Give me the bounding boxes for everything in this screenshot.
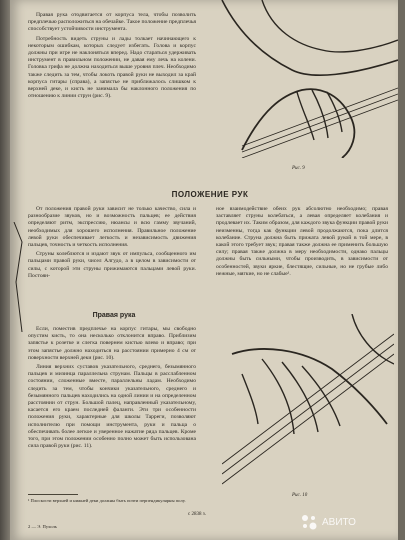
text-column-bottom (28, 326, 196, 452)
figure-10-caption: Рис. 10 (292, 493, 308, 498)
signature-mark: 2 — Э. Пухоль (28, 524, 57, 529)
figure-10-illustration (222, 314, 394, 490)
paragraph: Правая рука отодвигается от корпуса тела, чтобы позволить предплечью расположиться на обечайке. Такое положение предплечья способствует устойчивости инструмента. (28, 12, 196, 33)
paragraph: ное взаимодействие обеих рук абсолютно необходимо; правая заставляет струны колебаться, а левая определяет колебания и продлевает их. Таким образом, для каждого звука функции правой руки неизменны, тогда как функции левой продолжаются, пока длится колебание. Струна должна быть прижата левой рукой в той мере, в какой этого требует звук; правая также должна ее применить большую силу; правая также должна в меру необходимости, однако пальцы должны быть сильными, чтобы производить, в зависимости от особенностей, звуки яркие, блестящие, сильные, но не грубые либо нежные, мягкие, но не слабые¹. (216, 206, 388, 277)
avito-watermark (300, 512, 396, 532)
paragraph: Струны колеблются и издают звук от импульса, сообщенного им пальцами правой руки, чисел Алгудо, а в целом в зависимости от силы, с которой эти струны прижимаются пальцами левой руки. Постоян- (28, 251, 196, 279)
footnote-divider (28, 494, 78, 495)
text-column-top (28, 12, 196, 102)
avito-logo-icon (300, 513, 318, 531)
book-page (10, 0, 398, 540)
adjacent-page-fragment (12, 222, 24, 332)
print-code: с 2838 з. (188, 512, 206, 517)
section-title: ПОЛОЖЕНИЕ РУК (171, 190, 249, 199)
figure-9-illustration (202, 0, 398, 158)
text-column-middle-right (216, 206, 388, 280)
paragraph: От положения правой руки зависит не только качество, сила и разнообразие звуков, но и возможность пальцев; ее действия определяют ритм, экспрессию, нюансы и всю гамму звучаний, необходимых для хорошего исполнения. Правильное положение левой руки обеспечивает легкость и независимость движения пальцев, точность и четкость исполнения. (28, 206, 196, 249)
text-column-middle-left (28, 206, 196, 282)
watermark-text: АВИТО (322, 516, 356, 528)
figure-9-caption: Рис. 9 (292, 166, 305, 171)
subheading: Правая рука (92, 312, 136, 319)
paragraph: Потребность видеть струны и лады толкает начинающего к некоторым ошибкам, которых следует избегать. Голова и корпус должны при игре не наклоняться вперед. Надо стараться удерживать инструмент в правильном положении, не давая ему лечь на колени. Головка грифа не должна находиться выше уровня плеч. Необходимо также следить за тем, чтобы локоть правой руки не выходил за край корпуса гитары (справа), а запястье не приближалось слишком к верхней деке, и кисть не занимала бы наклонного положения по отношению к линии струн (рис. 9). (28, 35, 196, 100)
paragraph: Линия верхних суставов указательного, среднего, безымянного пальцев и мизинца параллельна струнам. Пальцы в расслабленном состоянии, сложенные вместе, параллельны ладам. Необходимо следить за тем, чтобы кончики указательного, среднего и безымянного пальцев находились на одной линии и на определенном расстоянии от струн. Большой палец, направленный указательному, касается его краем последней фаланги. Эти три особенности положения руки, характерные для школы Тарреги, позволяют исполнителю при помощи инструмента, руки и пальца о обеспечивать более легкое и уверенное нажатие ряда пальцев. Кроме того, при этом положении особенно полно может быть использована сила правой руки (рис. 11). (28, 364, 196, 450)
footnote: ¹ Плоскости верхней и нижней деки должны быть почти перпендикулярны полу. (28, 498, 186, 503)
paragraph: Если, поместив предплечье на корпус гитары, мы свободно опустим кисть, то она несколько отклонится вправо. Приблизим запястье к розетке и слегка повернем кистью влево и вправо; при этом запястье должно находиться на расстоянии примерно 4 см от поверхности верхней деки (рис. 10). (28, 326, 196, 361)
